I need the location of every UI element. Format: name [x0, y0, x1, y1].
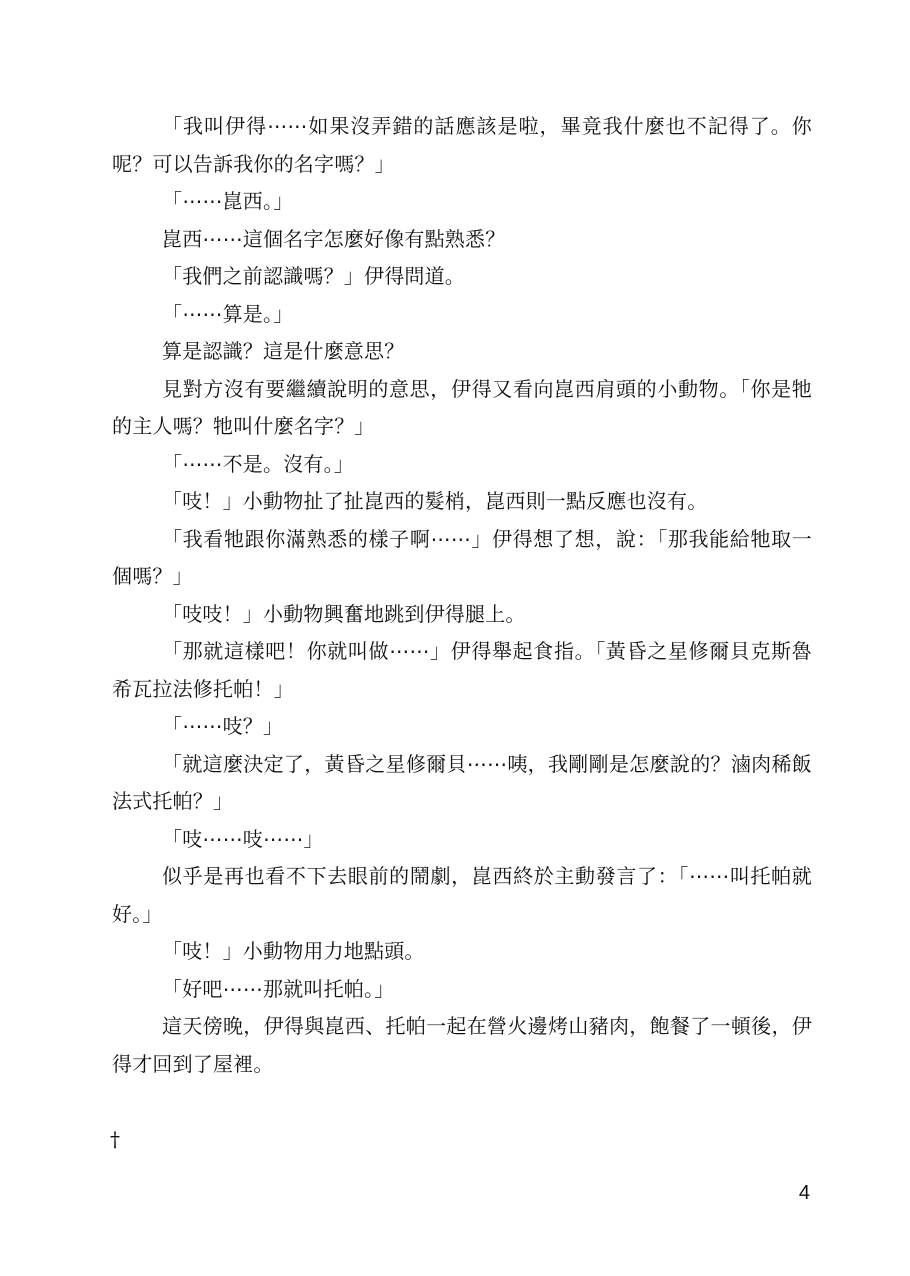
- paragraph-17: 「吱！」小動物用力地點頭。: [162, 939, 425, 963]
- paragraph-13: 「⋯⋯吱？」: [162, 714, 284, 738]
- paragraph-16: 似乎是再也看不下去眼前的鬧劇，崑西終於主動發言了：「⋯⋯叫托帕就好。」: [112, 864, 812, 926]
- paragraph-2: 「⋯⋯崑西。」: [162, 189, 294, 213]
- paragraph-1: 「我叫伊得⋯⋯如果沒弄錯的話應該是啦，畢竟我什麼也不記得了。你呢？可以告訴我你的名字嗎？」: [112, 114, 812, 176]
- paragraph-5: 「⋯⋯算是。」: [162, 301, 294, 326]
- paragraph-10: 「我看牠跟你滿熟悉的樣子啊⋯⋯」伊得想了想，說：「那我能給牠取一個嗎？」: [112, 526, 812, 588]
- paragraph-8: 「⋯⋯不是。沒有。」: [162, 451, 354, 476]
- paragraph-14: 「就這麼決定了，黃昏之星修爾貝⋯⋯咦，我剛剛是怎麼說的？滷肉稀飯法式托帕？」: [112, 751, 812, 813]
- paragraph-11: 「吱吱！」小動物興奮地跳到伊得腿上。: [162, 601, 526, 626]
- paragraph-19: 這天傍晚，伊得與崑西、托帕一起在營火邊烤山豬肉，飽餐了一頓後，伊得才回到了屋裡。: [112, 1014, 812, 1076]
- paragraph-6: 算是認識？這是什麼意思？: [162, 339, 405, 363]
- paragraph-12: 「那就這樣吧！你就叫做⋯⋯」伊得舉起食指。「黃昏之星修爾貝克斯魯希瓦拉法修托帕！」: [112, 639, 812, 701]
- section-break-dagger: †: [110, 1127, 120, 1151]
- paragraph-18: 「好吧⋯⋯那就叫托帕。」: [162, 976, 395, 1001]
- paragraph-9: 「吱！」小動物扯了扯崑西的髮梢，崑西則一點反應也沒有。: [162, 489, 708, 513]
- paragraph-7: 見對方沒有要繼續說明的意思，伊得又看向崑西肩頭的小動物。「你是牠的主人嗎？牠叫什麼名字？」: [112, 376, 812, 438]
- paragraph-4: 「我們之前認識嗎？」伊得問道。: [162, 264, 465, 288]
- body-text: [112, 108, 812, 1083]
- paragraph-3: 崑西⋯⋯這個名字怎麼好像有點熟悉？: [162, 226, 506, 251]
- paragraph-15: 「吱⋯⋯吱⋯⋯」: [162, 826, 324, 851]
- page-number: 4: [798, 1182, 810, 1204]
